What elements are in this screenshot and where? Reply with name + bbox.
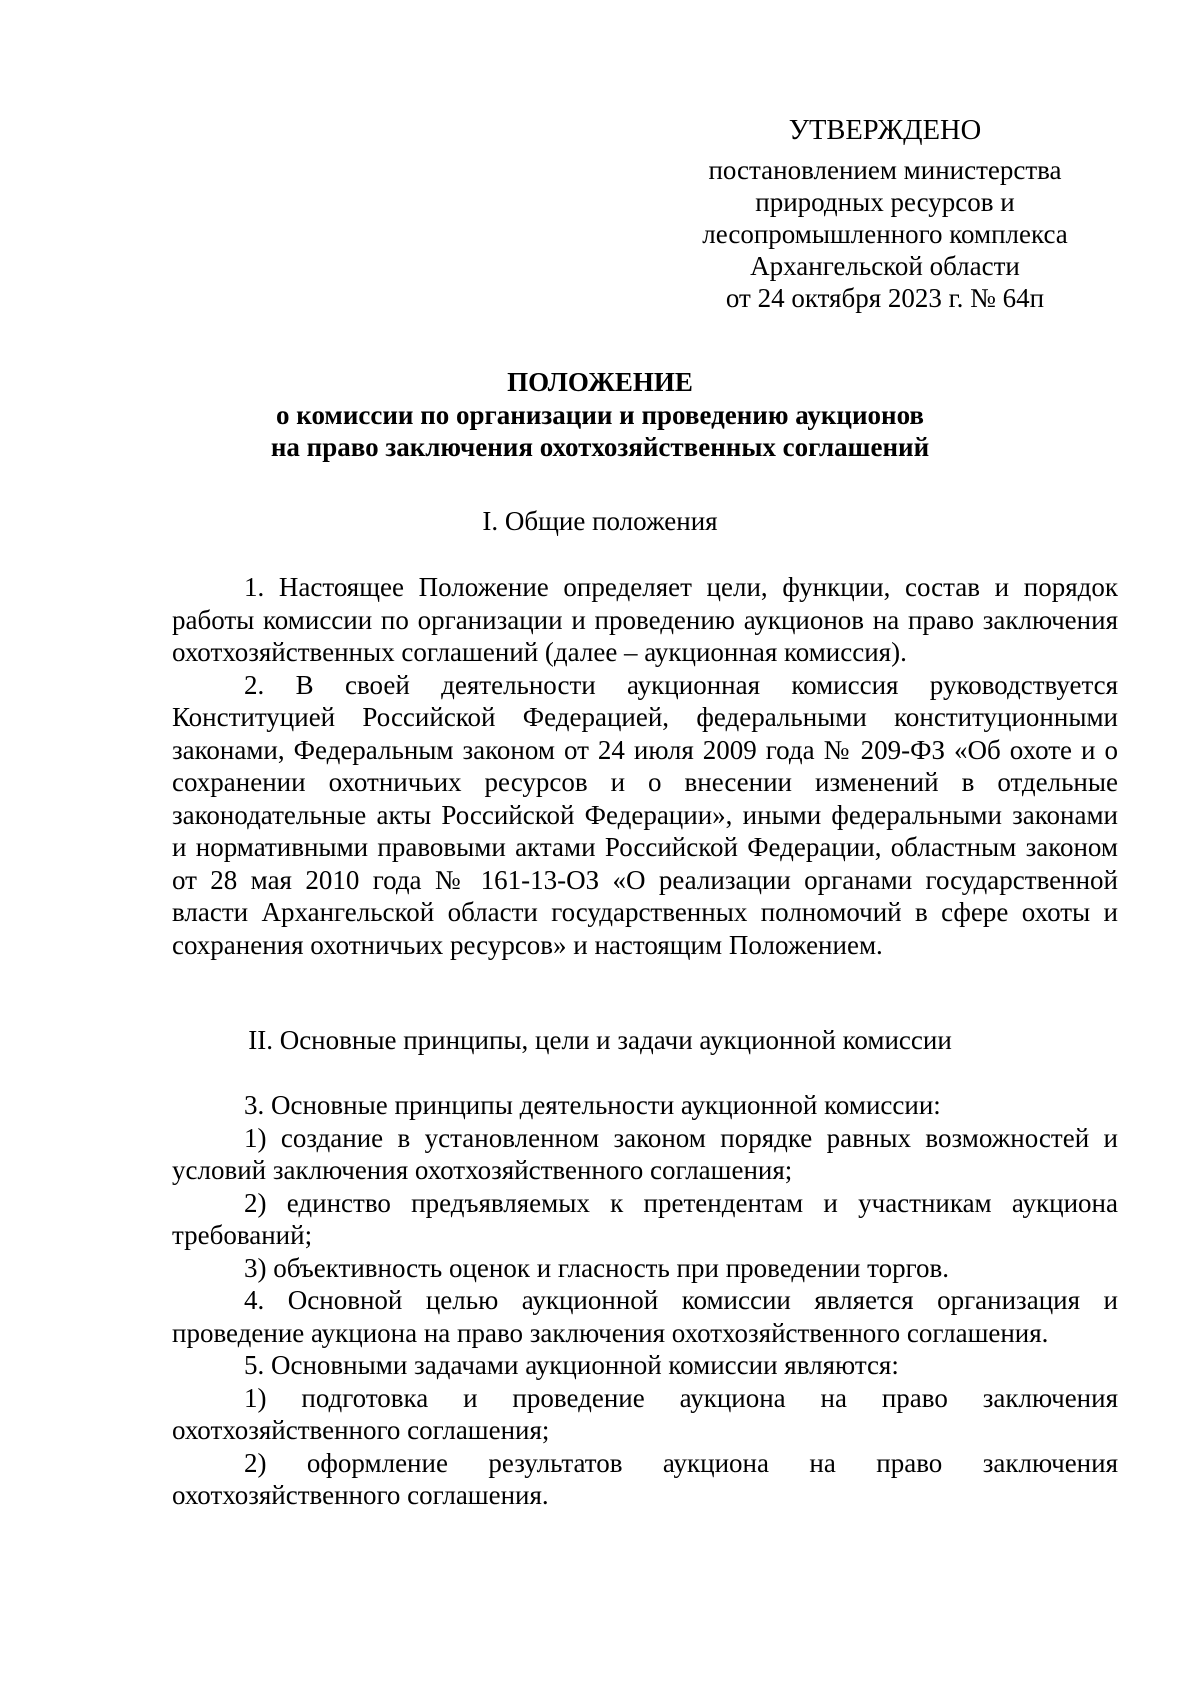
paragraph: 1. Настоящее Положение определяет цели, функции, состав и порядок работы комиссии по организации и проведению аукционов на право заключения охотхозяйственных соглашений (далее – аукционная комиссия). bbox=[172, 572, 1118, 667]
title-main: ПОЛОЖЕНИЕ bbox=[507, 367, 693, 397]
paragraph: 5. Основными задачами аукционной комиссии являются: bbox=[244, 1350, 899, 1380]
approval-line: природных ресурсов и bbox=[755, 187, 1015, 217]
paragraph: 1) подготовка и проведение аукциона на право заключения охотхозяйственного соглашения; bbox=[172, 1382, 1118, 1445]
approval-line: лесопромышленного комплекса bbox=[702, 219, 1068, 249]
section-heading-2: II. Основные принципы, цели и задачи аукционной комиссии bbox=[248, 1025, 952, 1055]
section-heading-1: I. Общие положения bbox=[482, 506, 718, 536]
approval-stamp bbox=[660, 108, 1110, 314]
paragraph: 4. Основной целью аукционной комиссии является организация и проведение аукциона на право заключения охотхозяйственного соглашения. bbox=[172, 1285, 1118, 1348]
paragraph: 1) создание в установленном законом порядке равных возможностей и условий заключения охотхозяйственного соглашения; bbox=[172, 1122, 1118, 1185]
paragraph: 2. В своей деятельности аукционная комиссия руководствуется Конституцией Российской Федерацией, федеральными конституционными законами, Федеральным законом от 24 июля 2009 года № 209-ФЗ «Об охоте и о сохранении охотничьих ресурсов и о внесении изменений в отдельные законодательные акты Российской Федерации», иными федеральными законами и нормативными правовыми актами Российской Федерации, областным законом от 28 мая 2010 года № 161-13-ОЗ «О реализации органами государственной власти Архангельской области государственных полномочий в сфере охоты и сохранения охотничьих ресурсов» и настоящим Положением. bbox=[172, 669, 1118, 960]
paragraph: 2) единство предъявляемых к претендентам и участникам аукциона требований; bbox=[172, 1187, 1118, 1250]
paragraph: 3. Основные принципы деятельности аукционной комиссии: bbox=[244, 1090, 941, 1120]
paragraph: 2) оформление результатов аукциона на право заключения охотхозяйственного соглашения. bbox=[172, 1447, 1118, 1510]
approval-line: от 24 октября 2023 г. № 64п bbox=[725, 283, 1045, 313]
approval-line: постановлением министерства bbox=[708, 155, 1062, 185]
section-body-2 bbox=[172, 1089, 1118, 1512]
paragraph: 3) объективность оценок и гласность при проведении торгов. bbox=[244, 1252, 950, 1283]
section-body-1 bbox=[172, 571, 1118, 961]
title-line: о комиссии по организации и проведению аукционов bbox=[276, 399, 924, 430]
approval-heading: УТВЕРЖДЕНО bbox=[788, 115, 982, 146]
document-title bbox=[100, 366, 1100, 464]
title-line: на право заключения охотхозяйственных соглашений bbox=[270, 432, 930, 462]
approval-line: Архангельской области bbox=[750, 251, 1020, 281]
